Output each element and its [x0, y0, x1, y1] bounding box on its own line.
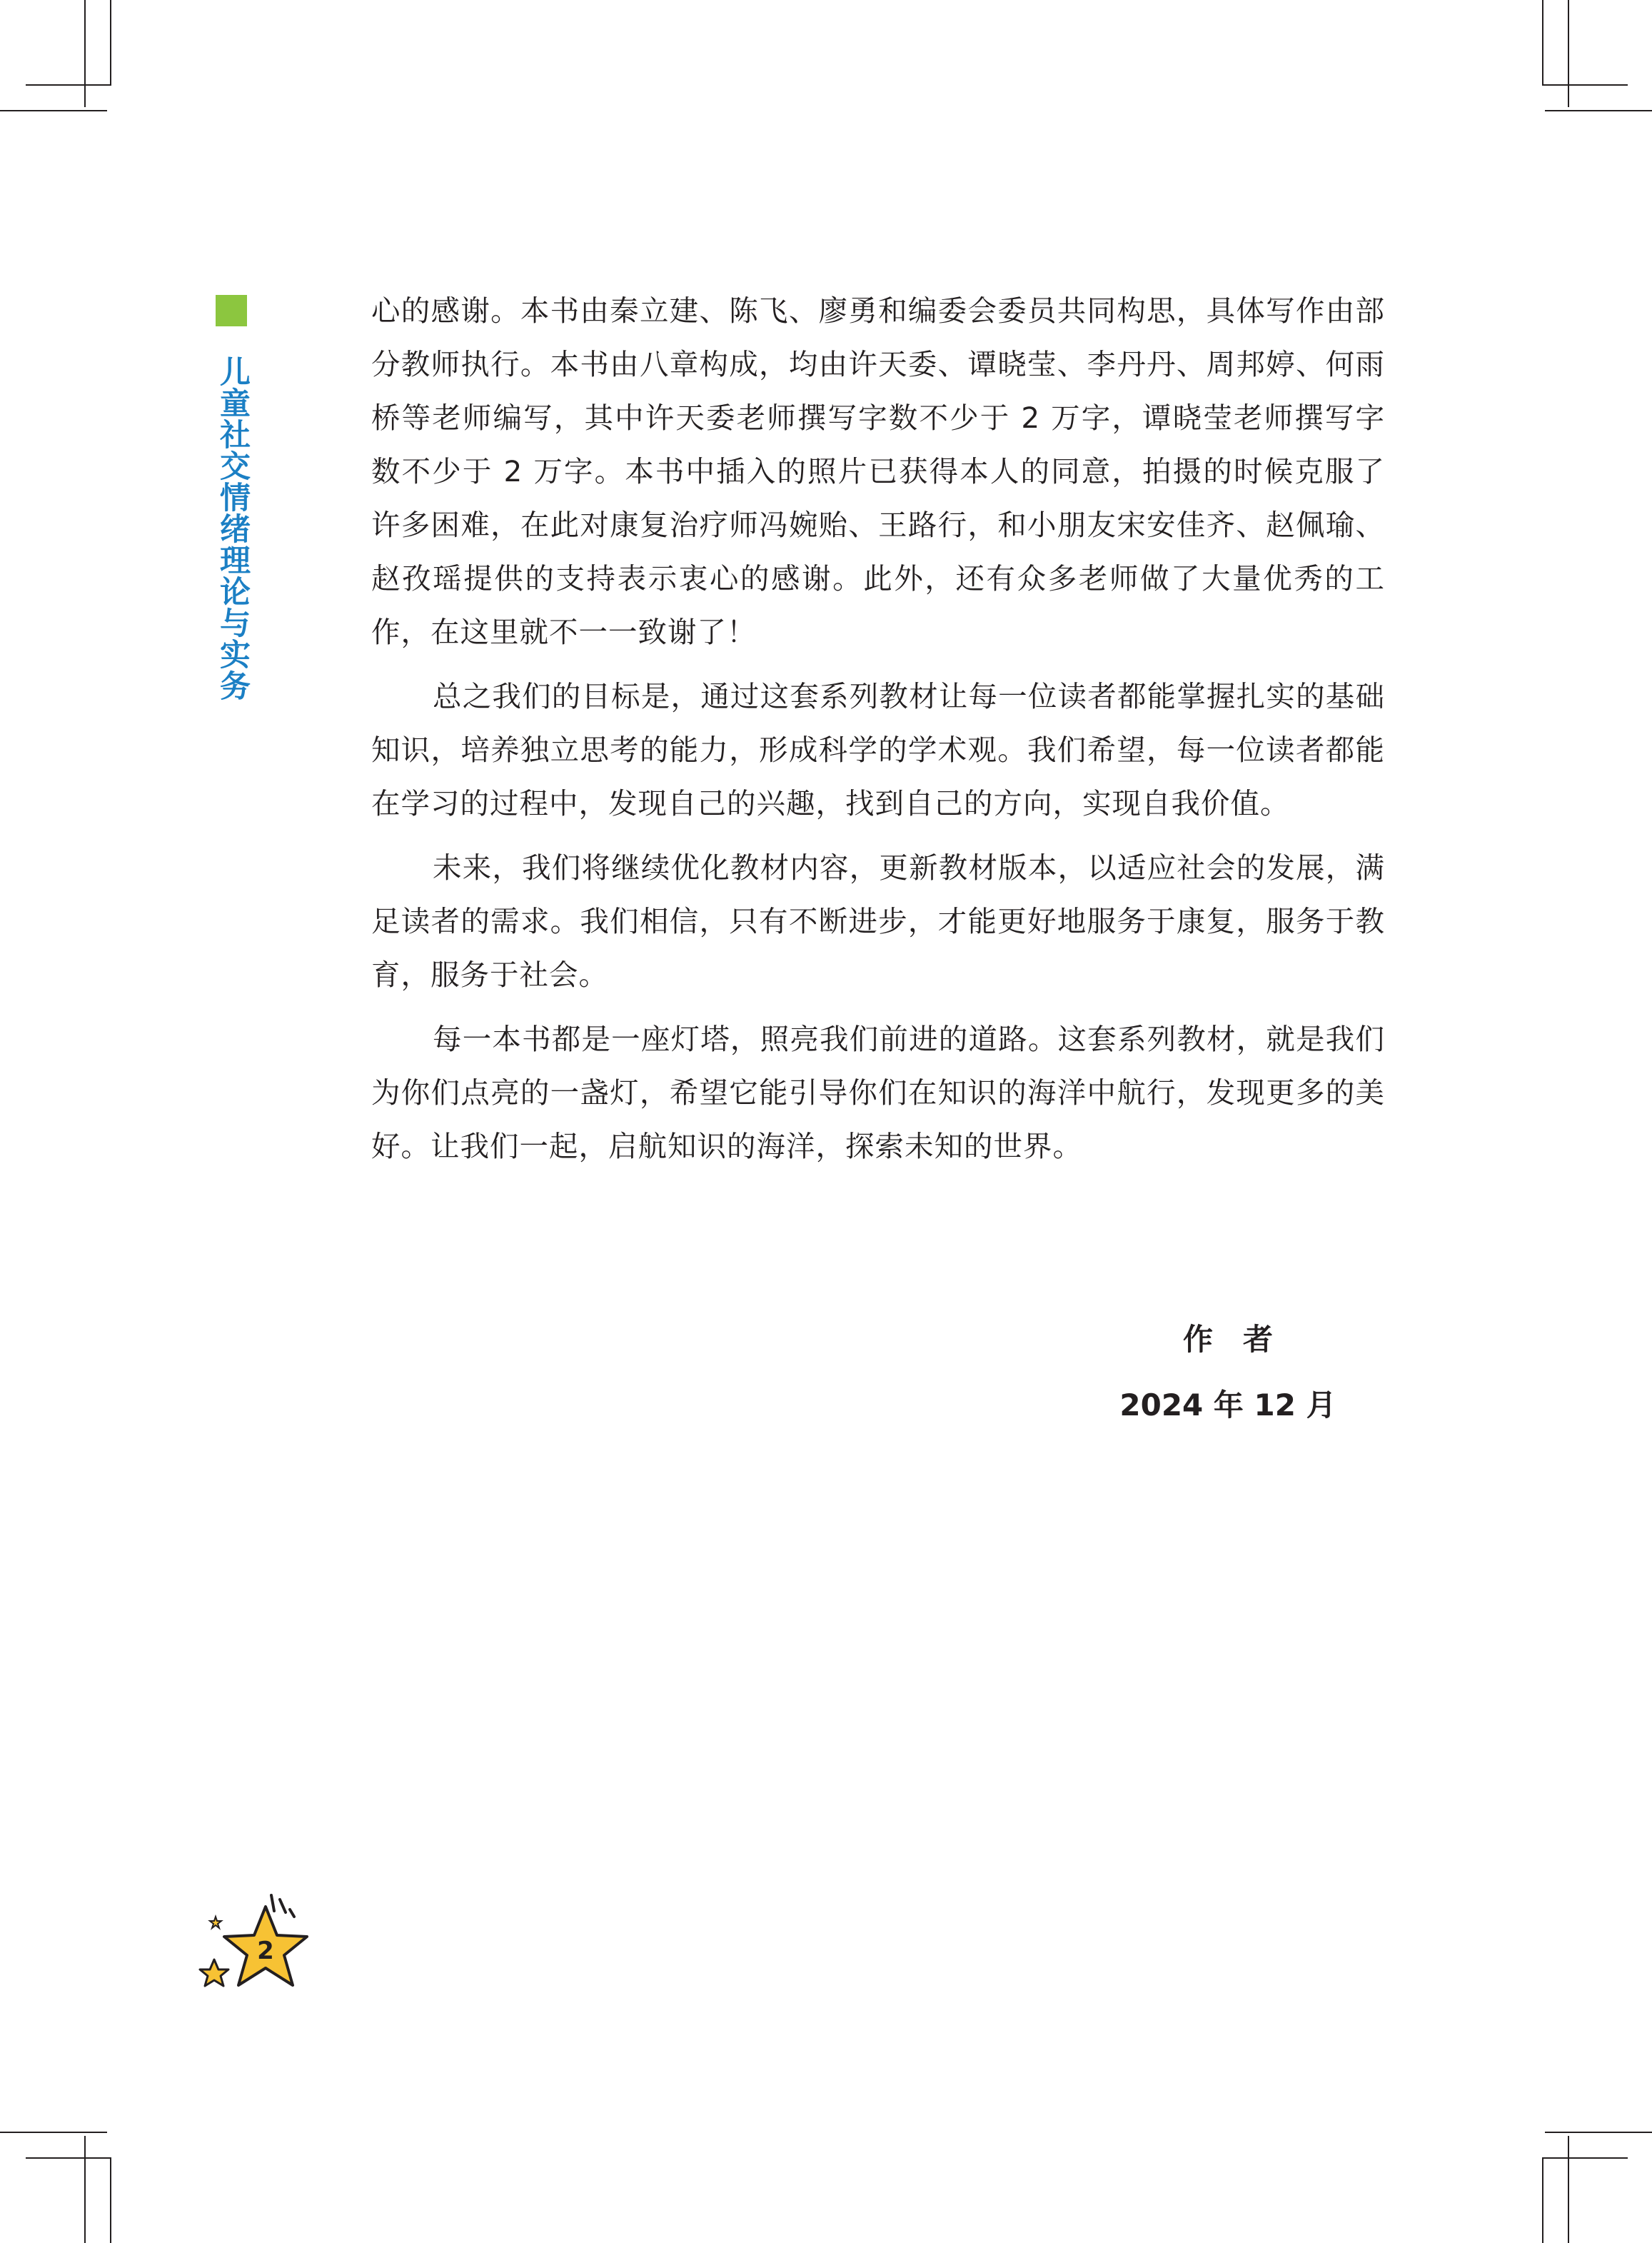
section-marker-square: [216, 295, 247, 326]
signature-author: 作 者: [1182, 1322, 1273, 1357]
running-head-title: 儿童社交情绪理论与实务: [215, 356, 251, 701]
signature-date: 2024 年 12 月: [1119, 1388, 1336, 1422]
crop-mark-top-left-v: [110, 0, 111, 86]
paragraph-4: 每一本书都是一座灯塔，照亮我们前进的道路。这套系列教材，就是我们为你们点亮的一盏灯，希望它能引导你们在知识的海洋中航行，发现更多的美好。让我们一起，启航知识的海洋，探索未知的世界。: [371, 1022, 1385, 1163]
star-icon: [187, 1885, 316, 2014]
crop-mark-bottom-right-v2: [1568, 2136, 1569, 2243]
crop-mark-top-right-v2: [1568, 0, 1569, 107]
crop-mark-bottom-left-v: [110, 2157, 111, 2243]
preface-body: [371, 284, 1385, 1184]
crop-mark-bottom-left-v2: [84, 2136, 86, 2243]
crop-mark-bottom-right-h2: [1545, 2132, 1652, 2133]
crop-mark-top-left-h: [26, 84, 110, 86]
page-number: 2: [257, 1937, 274, 1965]
crop-mark-top-left-v2: [84, 0, 86, 107]
crop-mark-top-right-v: [1542, 0, 1543, 86]
paragraph-1: 心的感谢。本书由秦立建、陈飞、廖勇和编委会委员共同构思，具体写作由部分教师执行。本书由八章构成，均由许天委、谭晓莹、李丹丹、周邦婷、何雨桥等老师编写，其中许天委老师撰写字数不少于 2 万字，谭晓莹老师撰写字数不少于 2 万字。本书中插入的照片已获得本人的同意，拍摄的时候克服了许多困难，在此对康复治疗师冯婉贻、王路行，和小朋友宋安佳齐、赵佩瑜、赵孜瑶提供的支持表示衷心的感谢。此外，还有众多老师做了大量优秀的工作，在这里就不一一致谢了！: [371, 293, 1385, 649]
crop-mark-bottom-left-h2: [0, 2132, 107, 2133]
paragraph-2: 总之我们的目标是，通过这套系列教材让每一位读者都能掌握扎实的基础知识，培养独立思考的能力，形成科学的学术观。我们希望，每一位读者都能在学习的过程中，发现自己的兴趣，找到自己的方向，实现自我价值。: [371, 679, 1385, 821]
crop-mark-bottom-left-h: [26, 2157, 110, 2159]
crop-mark-bottom-right-h: [1543, 2157, 1628, 2159]
page-number-badge: [187, 1885, 316, 2014]
crop-mark-top-right-h: [1543, 84, 1628, 86]
paragraph-3: 未来，我们将继续优化教材内容，更新教材版本，以适应社会的发展，满足读者的需求。我们相信，只有不断进步，才能更好地服务于康复，服务于教育，服务于社会。: [371, 850, 1385, 992]
signature-block: [1107, 1307, 1349, 1438]
crop-mark-bottom-right-v: [1542, 2157, 1543, 2243]
crop-mark-top-right-h2: [1545, 110, 1652, 111]
crop-mark-top-left-h2: [0, 110, 107, 111]
